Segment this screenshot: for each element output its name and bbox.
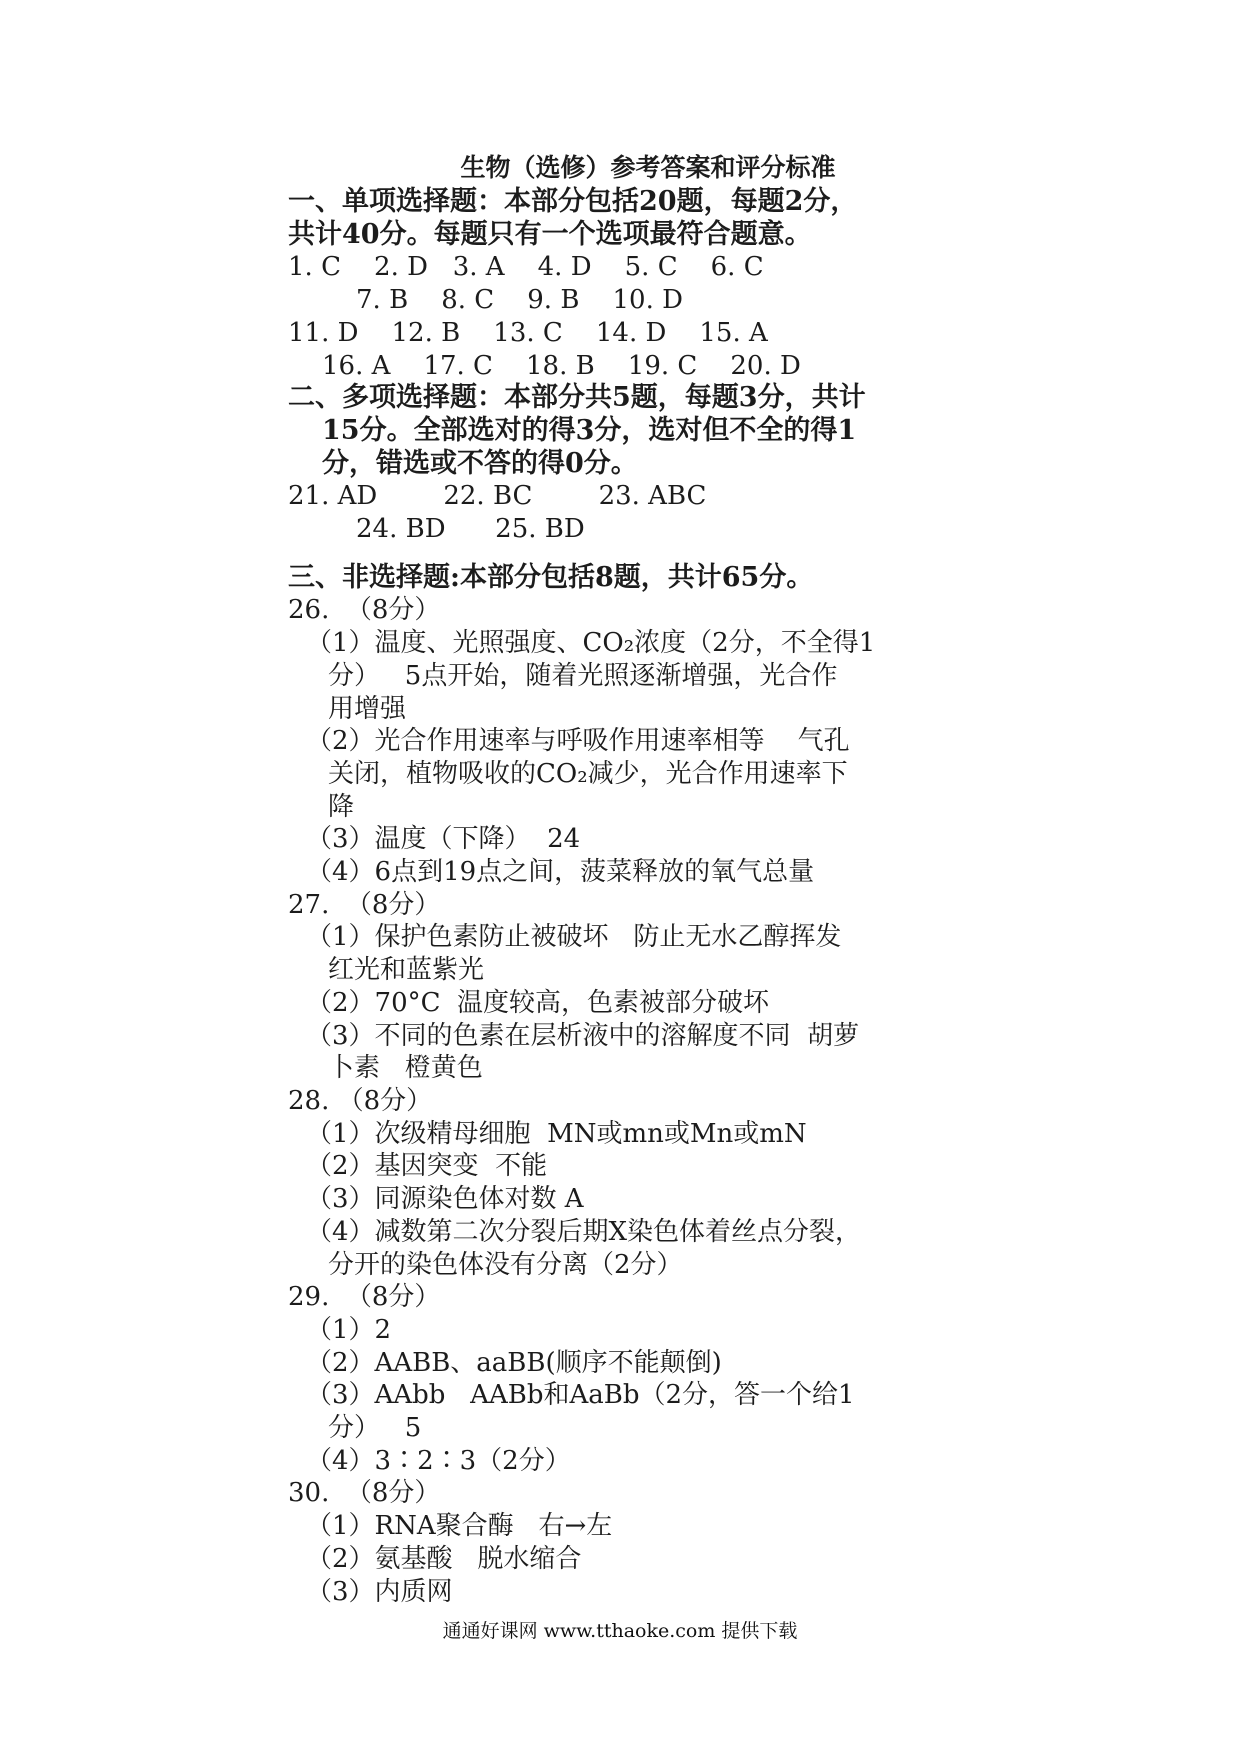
answer-line: 分开的染色体没有分离（2分） — [328, 1249, 683, 1280]
page-title: 生物（选修）参考答案和评分标准 — [460, 153, 836, 182]
answer-row: 7. B 8. C 9. B 10. D — [356, 285, 683, 316]
answer-line: （2）基因突变 不能 — [306, 1151, 548, 1182]
answer-line: 分） 5点开始，随着光照逐渐增强，光合作 — [328, 660, 838, 691]
answer-line: （3）内质网 — [306, 1576, 453, 1607]
answer-line: 用增强 — [328, 693, 407, 724]
answer-row: 21. AD 22. BC 23. ABC — [288, 481, 707, 512]
answer-line: （3）同源染色体对数 A — [306, 1184, 584, 1215]
question-label-27: 27. （8分） — [288, 889, 441, 920]
section2-heading-line3: 分，错选或不答的得0分。 — [322, 447, 638, 479]
answer-line: 分） 5 — [328, 1413, 422, 1444]
section2-heading-line2: 15分。全部选对的得3分，选对但不全的得1 — [322, 414, 857, 446]
question-label-28: 28. （8分） — [288, 1085, 433, 1116]
question-label-26: 26. （8分） — [288, 595, 441, 626]
answer-line: （4）减数第二次分裂后期X染色体着丝点分裂， — [306, 1216, 862, 1247]
answer-line: 卜素 橙黄色 — [328, 1053, 483, 1084]
section1-heading-line2: 共计40分。每题只有一个选项最符合题意。 — [288, 218, 812, 250]
answer-line: 降 — [328, 791, 355, 822]
answer-line: （2）氨基酸 脱水缩合 — [306, 1543, 582, 1574]
answer-row: 11. D 12. B 13. C 14. D 15. A — [288, 317, 768, 348]
answer-content — [288, 150, 988, 1608]
question-label-29: 29. （8分） — [288, 1282, 441, 1313]
section1-heading-line1: 一、单项选择题：本部分包括20题，每题2分， — [288, 186, 858, 217]
question-label-30: 30. （8分） — [288, 1478, 441, 1509]
answer-line: （2）AABB、aaBB(顺序不能颠倒) — [306, 1347, 722, 1378]
answer-line: （1）温度、光照强度、CO₂浓度（2分，不全得1 — [306, 628, 876, 659]
answer-line: （1）RNA聚合酶 右→左 — [306, 1511, 613, 1542]
answer-line: （3）温度（下降） 24 — [306, 824, 581, 855]
answer-line: （1）2 — [306, 1314, 392, 1345]
section3-heading: 三、非选择题:本部分包括8题，共计65分。 — [288, 561, 814, 593]
answer-line: （2）光合作用速率与呼吸作用速率相等 气孔 — [306, 726, 850, 757]
answer-row: 24. BD 25. BD — [356, 514, 585, 545]
answer-line: （4）6点到19点之间，菠菜释放的氧气总量 — [306, 857, 815, 888]
answer-line: （3）AAbb AABb和AaBb（2分，答一个给1 — [306, 1380, 855, 1411]
answer-row: 16. A 17. C 18. B 19. C 20. D — [322, 350, 801, 381]
section2-heading-line1: 二、多项选择题：本部分共5题，每题3分，共计 — [288, 382, 866, 414]
footer-credit: 通通好课网 www.tthaoke.com 提供下载 — [442, 1620, 798, 1642]
answer-line: 关闭，植物吸收的CO₂减少，光合作用速率下 — [328, 758, 848, 789]
answer-line: 红光和蓝紫光 — [328, 955, 485, 986]
answer-line: （2）70°C 温度较高，色素被部分破坏 — [306, 987, 770, 1018]
answer-line: （4）3∶2∶3（2分） — [306, 1445, 571, 1476]
answer-row: 1. C 2. D 3. A 4. D 5. C 6. C — [288, 252, 764, 283]
answer-line: （3）不同的色素在层析液中的溶解度不同 胡萝 — [306, 1020, 860, 1051]
answer-line: （1）保护色素防止被破坏 防止无水乙醇挥发 — [306, 922, 842, 953]
answer-line: （1）次级精母细胞 MN或mn或Mn或mN — [306, 1118, 807, 1149]
section-gap — [288, 546, 988, 562]
